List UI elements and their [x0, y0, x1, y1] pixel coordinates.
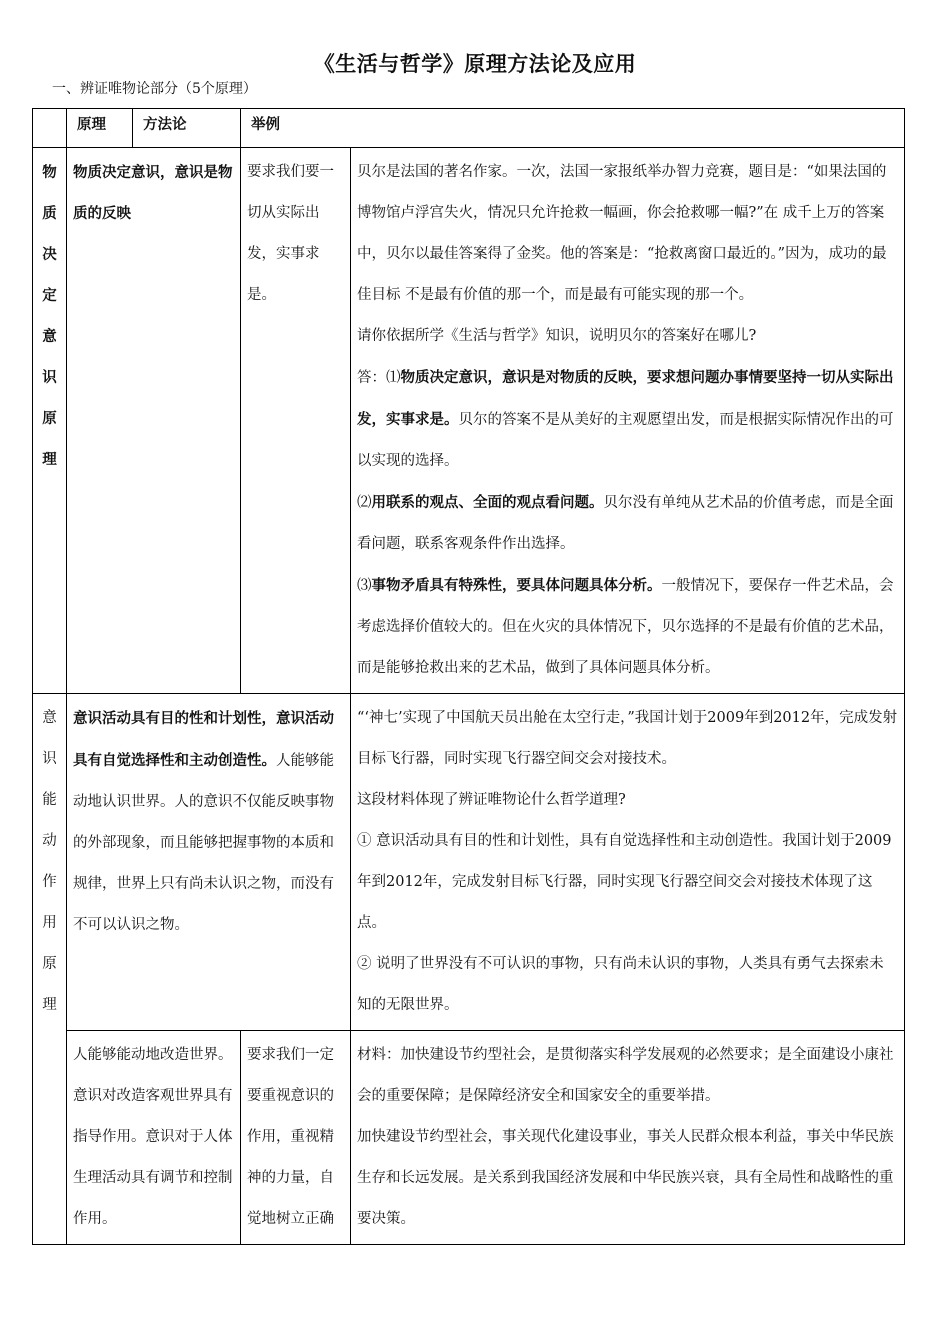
example-question: 请你依据所学《生活与哲学》知识，说明贝尔的答案好在哪儿? — [357, 328, 757, 344]
answer-2-prefix: ⑵ — [357, 495, 372, 511]
row3-principle: 人能够能动地改造世界。意识对改造客观世界具有指导作用。意识对于人体生理活动具有调节和控制作用。 — [67, 1031, 241, 1245]
answer-3 — [357, 565, 898, 689]
side-char: 能 — [42, 792, 57, 808]
answer-2-bold: 用联系的观点、全面的观点看问题。 — [371, 494, 604, 511]
side-char: 用 — [42, 915, 57, 931]
answer-2 — [357, 482, 898, 565]
side-char: 理 — [42, 451, 57, 468]
row2-side-label — [33, 694, 67, 1245]
side-char: 质 — [42, 205, 57, 222]
row1-principle: 物质决定意识，意识是物质的反映 — [67, 148, 241, 694]
header-blank — [33, 109, 67, 148]
example-question: 这段材料体现了辨证唯物论什么哲学道理? — [357, 792, 626, 808]
row3-method: 要求我们一定要重视意识的作用，重视精神的力量，自觉地树立正确 — [241, 1031, 351, 1245]
side-char: 意 — [42, 710, 57, 726]
example-paragraph: “‘神七’实现了中国航天员出舱在太空行走，”我国计划于2009年到2012年，完成发射目标飞行器，同时实现飞行器空间交会对接技术。 — [357, 710, 898, 767]
side-char: 动 — [42, 833, 57, 849]
row2-principle-rest: 人能够能动地认识世界。人的意识不仅能反映事物的外部现象，而且能够把握事物的本质和规律，世界上只有尚未认识之物，而没有不可以认识之物。 — [73, 753, 334, 933]
row2-principle-bold: 意识活动具有目的性和计划性，意识活动具有自觉选择性和主动创造性。 — [73, 710, 334, 769]
answer-3-prefix: ⑶ — [357, 578, 372, 594]
side-char: 识 — [42, 369, 57, 386]
table-row — [33, 694, 905, 1031]
row2-principle — [67, 694, 351, 1031]
row2-example — [351, 694, 905, 1031]
answer-2-rest: 贝尔没有单纯从艺术品的价值考虑，而是全面看问题，联系客观条件作出选择。 — [357, 495, 894, 552]
answer-1-rest: 贝尔的答案不是从美好的主观愿望出发，而是根据实际情况作出的可以实现的选择。 — [357, 412, 894, 469]
header-example: 举例 — [241, 109, 905, 148]
example-answer-1: ① 意识活动具有目的性和计划性，具有自觉选择性和主动创造性。我国计划于2009年到2012年，完成发射目标飞行器，同时实现飞行器空间交会对接技术体现了这点。 — [357, 833, 892, 931]
answer-3-bold: 事物矛盾具有特殊性，要具体问题具体分析。 — [371, 577, 662, 594]
example-paragraph: 加快建设节约型社会，事关现代化建设事业，事关人民群众根本利益，事关中华民族生存和长远发展。是关系到我国经济发展和中华民族兴衰，具有全局性和战略性的重要决策。 — [357, 1129, 894, 1227]
answer-1 — [357, 357, 898, 482]
principles-table — [32, 108, 905, 1245]
table-row — [33, 1031, 905, 1245]
side-char: 原 — [42, 956, 57, 972]
page-title: 《生活与哲学》原理方法论及应用 — [313, 51, 637, 76]
example-paragraph: 材料：加快建设节约型社会，是贯彻落实科学发展观的必然要求；是全面建设小康社会的重要保障；是保障经济安全和国家安全的重要举措。 — [357, 1047, 894, 1104]
header-method: 方法论 — [133, 109, 241, 148]
section-heading: 一、辨证唯物论部分（5个原理） — [52, 81, 257, 97]
side-char: 物 — [42, 164, 57, 181]
side-char: 识 — [42, 751, 57, 767]
side-char: 意 — [42, 328, 57, 345]
header-principle: 原理 — [67, 109, 133, 148]
answer-1-prefix: 答：⑴ — [357, 370, 401, 386]
side-char: 原 — [42, 410, 57, 427]
row3-example — [351, 1031, 905, 1245]
answer-3-rest: 一般情况下，要保存一件艺术品，会考虑选择价值较大的。但在火灾的具体情况下，贝尔选择的不是最有价值的艺术品，而是能够抢救出来的艺术品，做到了具体问题具体分析。 — [357, 578, 894, 676]
example-paragraph: 贝尔是法国的著名作家。一次，法国一家报纸举办智力竞赛，题目是：“如果法国的博物馆卢浮宫失火，情况只允许抢救一幅画，你会抢救哪一幅?”在 成千上万的答案中，贝尔以最佳答案得了金奖。他的答案是：“抢救离窗口最近的。”因为，成功的最佳目标 不是最有价值的那一个，而是最有可能实现的那一个。 — [357, 164, 887, 303]
answer-1-bold: 物质决定意识，意识是对物质的反映，要求想问题办事情要坚持一切从实际出发，实事求是。 — [357, 369, 894, 428]
row1-method: 要求我们要一切从实际出发，实事求是。 — [241, 148, 351, 694]
side-char: 定 — [42, 287, 57, 304]
example-answer-2: ② 说明了世界没有不可认识的事物，只有尚未认识的事物，人类具有勇气去探索未知的无限世界。 — [357, 956, 884, 1013]
side-char: 理 — [42, 997, 57, 1013]
row1-example — [351, 148, 905, 694]
row1-side-label — [33, 148, 67, 694]
side-char: 作 — [42, 874, 57, 890]
table-row — [33, 148, 905, 694]
side-char: 决 — [42, 246, 57, 263]
table-header-row — [33, 109, 905, 148]
